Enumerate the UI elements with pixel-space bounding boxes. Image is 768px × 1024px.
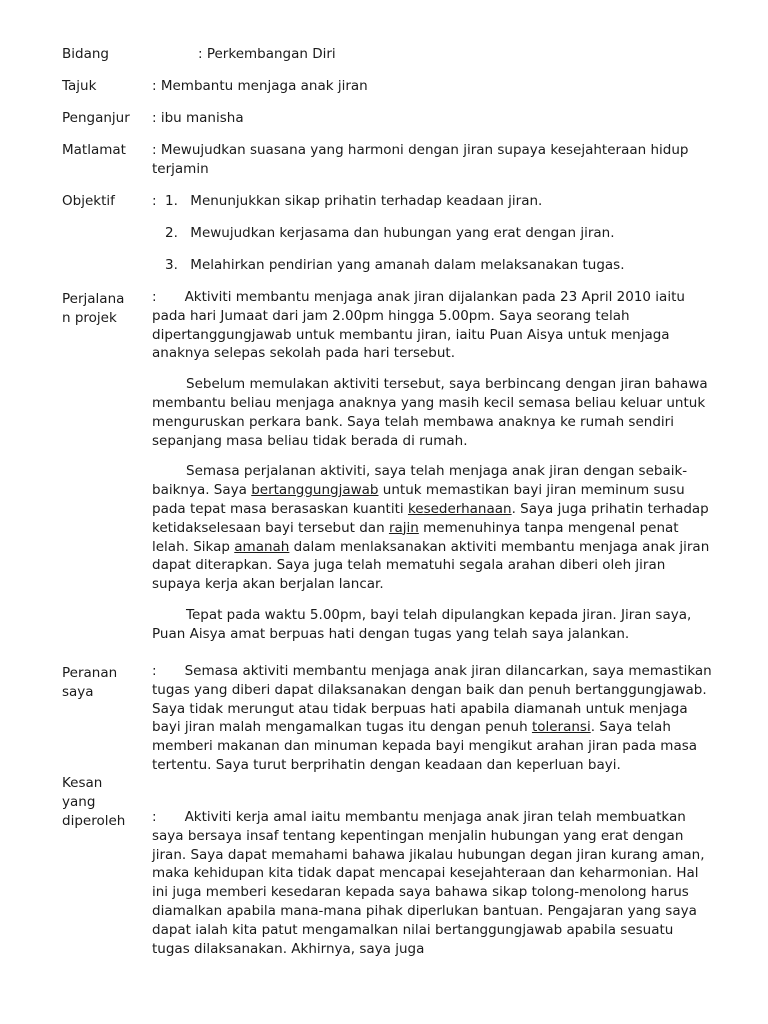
- perjalanan-paragraph-4: Tepat pada waktu 5.00pm, bayi telah dipulangkan kepada jiran. Jiran saya, Puan Aisya amat berpuas hati dengan tugas yang telah saya jalankan.: [152, 606, 692, 642]
- peranan-colon: :: [152, 663, 157, 679]
- p3-underline-1: bertanggungjawab: [251, 482, 379, 499]
- peranan-label-line2: saya: [62, 683, 94, 700]
- kesan-label-line3: diperoleh: [62, 812, 126, 829]
- peranan-text-1: Semasa aktiviti membantu menjaga anak jiran dilancarkan, saya memastikan tugas yang diberi dapat dilaksanakan dengan baik dan penuh bertanggungjawab. Saya tidak merungut atau tidak berpuas hati apabila diamanah untuk menjaga bayi jiran malah mengamalkan tugas itu dengan penuh: [152, 663, 712, 736]
- p3-text-1: Semasa perjalanan aktiviti, saya telah menjaga anak jiran dengan sebaik-baiknya. Saya: [152, 463, 688, 499]
- kesan-label-line1: Kesan: [62, 775, 103, 791]
- p3-text-2: untuk memastikan bayi jiran meminum susu pada tepat masa berasaskan kuantiti: [152, 482, 685, 517]
- matlamat-value: : Mewujudkan suasana yang harmoni dengan jiran supaya kesejahteraan hidup terjamin: [152, 142, 689, 177]
- p3-text-3: . Saya juga prihatin terhadap ketidakselesaan bayi tersebut dan: [152, 500, 709, 536]
- p3-text-5: dalam menlaksanakan aktiviti membantu menjaga anak jiran dapat diterapkan. Saya juga telah mematuhi segala arahan diberi oleh jiran supaya kerja akan berjalan lancar.: [152, 538, 710, 593]
- perjalanan-paragraph-1: [152, 288, 712, 363]
- bidang-label: Bidang: [62, 46, 109, 62]
- penganjur-value: : ibu manisha: [152, 110, 244, 126]
- peranan-content: [152, 662, 712, 775]
- matlamat-label: Matlamat: [62, 142, 126, 158]
- objektif-item-3-text: Melahirkan pendirian yang amanah dalam melaksanakan tugas.: [190, 257, 625, 273]
- perjalanan-label: [62, 290, 144, 328]
- kesan-label: [62, 774, 144, 829]
- objektif-label: Objektif: [62, 193, 115, 209]
- peranan-label-line1: Peranan: [62, 665, 118, 681]
- objektif-item-2-num: 2.: [165, 225, 178, 241]
- objektif-item-2-text: Mewujudkan kerjasama dan hubungan yang erat dengan jiran.: [190, 225, 615, 241]
- peranan-paragraph: [152, 662, 712, 775]
- perjalanan-paragraph-3: [152, 462, 712, 594]
- penganjur-label: Penganjur: [62, 110, 130, 126]
- peranan-text-2: . Saya telah memberi makanan dan minuman kepada bayi mengikut arahan jiran pada masa tertentu. Saya turut berprihatin dengan keadaan dan keperluan bayi.: [152, 719, 698, 773]
- peranan-underline-1: toleransi: [531, 719, 591, 736]
- kesan-label-line2: yang: [62, 793, 96, 810]
- p3-underline-4: amanah: [234, 538, 290, 555]
- objektif-colon: :: [152, 193, 157, 209]
- p3-underline-3: rajin: [388, 519, 419, 536]
- perjalanan-label-line1: Perjalana: [62, 291, 125, 307]
- tajuk-value: : Membantu menjaga anak jiran: [152, 78, 368, 94]
- kesan-content: [152, 808, 712, 958]
- kesan-colon: :: [152, 809, 157, 825]
- kesan-text: Aktiviti kerja amal iaitu membantu menjaga anak jiran telah membuatkan saya bersaya insaf tentang kepentingan menjalin hubungan yang erat dengan jiran. Saya dapat memahami bahawa jikalau hubungan degan jiran kurang aman, maka kehidupan kita tidak dapat mencapai kesejahteraan dan keharmonian. Hal ini juga memberi kesedaran kepada saya bahawa sikap tolong-menolong harus diamalkan apabila mana-mana pihak diperlukan bantuan. Pengajaran yang saya dapat ialah kita patut mengamalkan nilai bertanggungjawab apabila sesuatu tugas dilaksanakan. Akhirnya, saya juga: [152, 809, 705, 957]
- objektif-item-1: [165, 192, 725, 211]
- objektif-item-3-num: 3.: [165, 257, 178, 273]
- bidang-value: : Perkembangan Diri: [198, 46, 336, 62]
- objektif-item-3: [165, 256, 725, 275]
- perjalanan-content: [152, 288, 712, 644]
- perjalanan-colon: :: [152, 289, 157, 305]
- p3-text-4: memenuhinya tanpa mengenal penat lelah. Sikap: [152, 519, 679, 555]
- kesan-paragraph: [152, 808, 712, 958]
- p3-underline-2: kesederhanaan: [407, 500, 512, 517]
- perjalanan-paragraph-2: Sebelum memulakan aktiviti tersebut, saya berbincang dengan jiran bahawa membantu beliau menjaga anaknya yang masih kecil semasa beliau keluar untuk menguruskan perkara bank. Saya telah membawa anaknya ke rumah sendiri sepanjang masa beliau tidak berada di rumah.: [152, 376, 708, 449]
- objektif-item-1-text: Menunjukkan sikap prihatin terhadap keadaan jiran.: [190, 193, 543, 209]
- perjalanan-label-line2: n projek: [62, 309, 117, 326]
- perjalanan-p1-text: Aktiviti membantu menjaga anak jiran dijalankan pada 23 April 2010 iaitu pada hari Jumaat dari jam 2.00pm hingga 5.00pm. Saya seorang telah dipertanggungjawab untuk membantu jiran, iaitu Puan Aisya untuk menjaga anaknya selepas sekolah pada hari tersebut.: [152, 289, 685, 362]
- tajuk-label: Tajuk: [62, 78, 97, 94]
- peranan-label: [62, 664, 144, 702]
- objektif-item-1-num: 1.: [165, 193, 178, 209]
- objektif-item-2: [165, 224, 725, 243]
